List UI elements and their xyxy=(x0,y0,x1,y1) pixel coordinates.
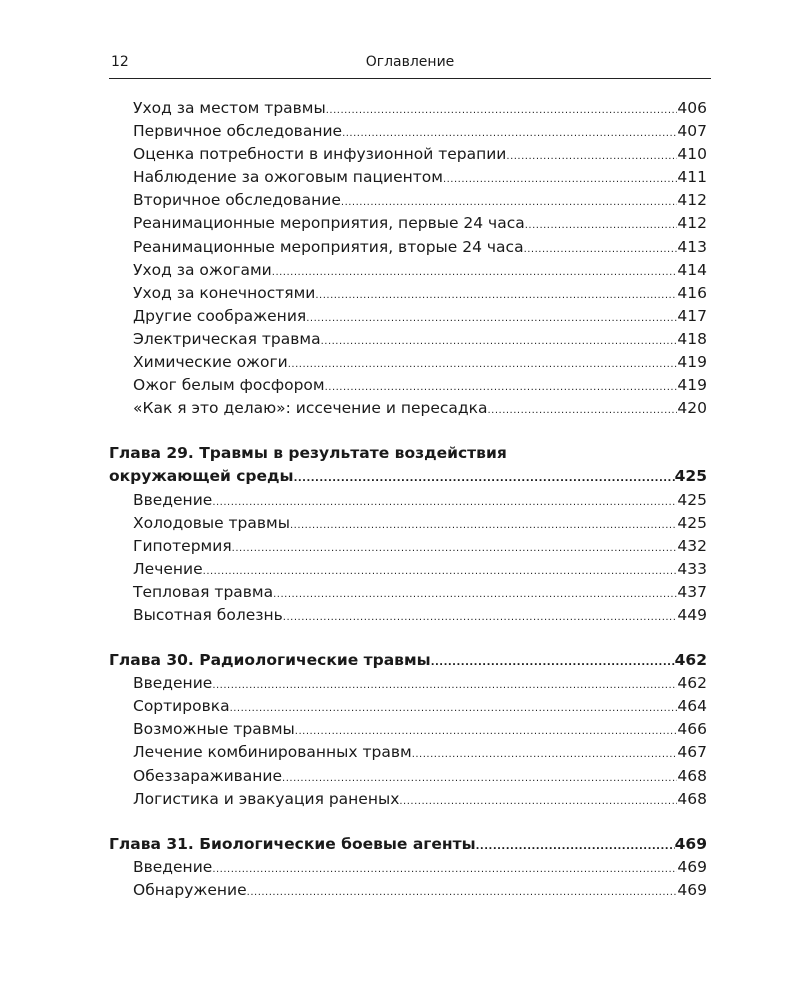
toc-entry: Возможные травмы ..... 466 xyxy=(109,718,707,741)
page-number: 12 xyxy=(111,54,129,70)
chapter-title-line: окружающей среды ..... 425 xyxy=(109,465,707,488)
dot-leader xyxy=(321,328,678,353)
dot-leader xyxy=(525,212,678,237)
dot-leader xyxy=(212,489,677,514)
chapter-title-line: Глава 31. Биологические боевые агенты ..... 469 xyxy=(109,833,707,856)
toc-entry: Реанимационные мероприятия, вторые 24 часа ..... 413 xyxy=(109,236,707,259)
dot-leader xyxy=(212,672,677,697)
dot-leader xyxy=(273,581,677,606)
dot-leader xyxy=(203,558,678,583)
chapter-title-line: Глава 30. Радиологические травмы ..... 462 xyxy=(109,649,707,672)
dot-leader xyxy=(294,465,675,490)
toc-entry: Обнаружение ..... 469 xyxy=(109,879,707,902)
toc-entry: Высотная болезнь ..... 449 xyxy=(109,604,707,627)
toc-entry: Реанимационные мероприятия, первые 24 часа ..... 412 xyxy=(109,212,707,235)
toc-entry: «Как я это делаю»: иссечение и пересадка ..... 420 xyxy=(109,397,707,420)
dot-leader xyxy=(315,282,677,307)
dot-leader xyxy=(282,765,677,790)
table-of-contents xyxy=(109,97,707,902)
dot-leader xyxy=(487,397,677,422)
toc-entry: Другие соображения ..... 417 xyxy=(109,305,707,328)
toc-entry: Обеззараживание ..... 468 xyxy=(109,765,707,788)
toc-entry: Введение ..... 462 xyxy=(109,672,707,695)
dot-leader xyxy=(341,189,678,214)
dot-leader xyxy=(306,305,677,330)
page-header xyxy=(109,52,711,72)
dot-leader xyxy=(232,535,678,560)
intro-section xyxy=(109,97,707,420)
toc-entry: Уход за конечностями ..... 416 xyxy=(109,282,707,305)
dot-leader xyxy=(342,120,677,145)
toc-entry: Первичное обследование ..... 407 xyxy=(109,120,707,143)
toc-entry: Уход за местом травмы ..... 406 xyxy=(109,97,707,120)
dot-leader xyxy=(506,143,677,168)
toc-entry: Уход за ожогами ..... 414 xyxy=(109,259,707,282)
dot-leader xyxy=(247,879,678,904)
running-title: Оглавление xyxy=(365,54,455,70)
dot-leader xyxy=(399,788,677,813)
toc-entry: Лечение комбинированных травм ..... 467 xyxy=(109,741,707,764)
toc-entry: Введение ..... 469 xyxy=(109,856,707,879)
dot-leader xyxy=(431,649,675,674)
toc-entry: Вторичное обследование ..... 412 xyxy=(109,189,707,212)
toc-entry: Сортировка ..... 464 xyxy=(109,695,707,718)
dot-leader xyxy=(325,374,678,399)
dot-leader xyxy=(412,741,678,766)
toc-entry: Ожог белым фосфором ..... 419 xyxy=(109,374,707,397)
toc-entry: Лечение ..... 433 xyxy=(109,558,707,581)
dot-leader xyxy=(283,604,678,629)
chapter-31 xyxy=(109,833,707,902)
dot-leader xyxy=(230,695,678,720)
toc-entry: Электрическая травма ..... 418 xyxy=(109,328,707,351)
toc-entry: Гипотермия ..... 432 xyxy=(109,535,707,558)
toc-entry: Оценка потребности в инфузионной терапии ..... 410 xyxy=(109,143,707,166)
dot-leader xyxy=(290,512,677,537)
dot-leader xyxy=(524,236,678,261)
toc-entry: Холодовые травмы ..... 425 xyxy=(109,512,707,535)
dot-leader xyxy=(326,97,678,122)
chapter-29 xyxy=(109,442,707,627)
toc-entry: Логистика и эвакуация раненых ..... 468 xyxy=(109,788,707,811)
dot-leader xyxy=(212,856,677,881)
toc-entry: Введение ..... 425 xyxy=(109,489,707,512)
dot-leader xyxy=(288,351,678,376)
chapter-title: Глава 29. Травмы в результате воздействия xyxy=(109,444,507,463)
dot-leader xyxy=(295,718,678,743)
toc-entry: Химические ожоги ..... 419 xyxy=(109,351,707,374)
dot-leader xyxy=(272,259,678,284)
header-rule xyxy=(109,78,711,79)
toc-entry: Наблюдение за ожоговым пациентом ..... 411 xyxy=(109,166,707,189)
dot-leader xyxy=(476,833,675,858)
toc-entry: Тепловая травма ..... 437 xyxy=(109,581,707,604)
chapter-30 xyxy=(109,649,707,811)
dot-leader xyxy=(443,166,677,191)
